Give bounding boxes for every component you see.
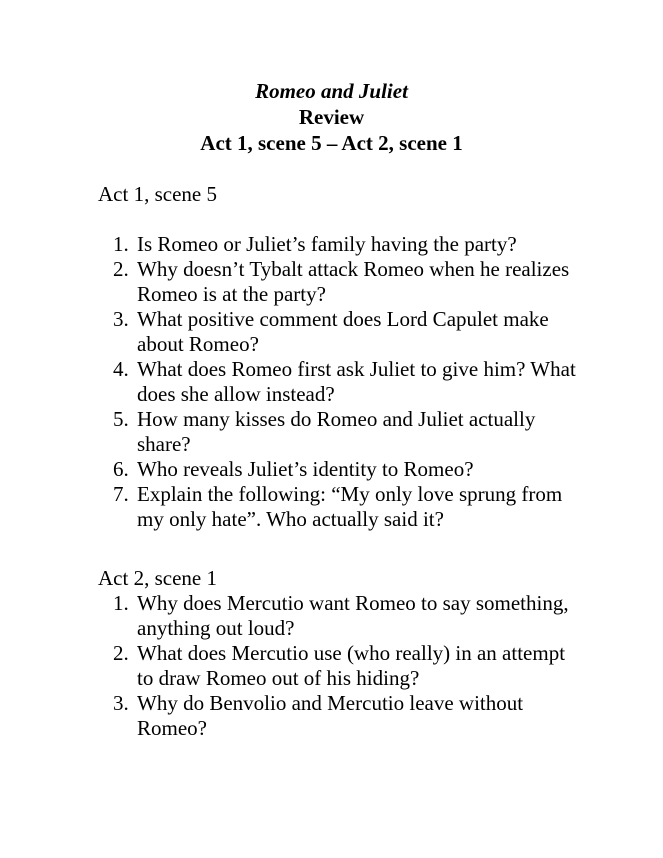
question-list-act1-scene5 <box>98 232 578 532</box>
question-item <box>98 307 578 357</box>
document-header <box>0 78 663 156</box>
question-number: 1. <box>113 232 129 256</box>
question-item <box>98 591 578 641</box>
question-text: Explain the following: “My only love sprung from my only hate”. Who actually said it? <box>137 482 563 531</box>
question-number: 7. <box>113 482 129 506</box>
question-number: 2. <box>113 257 129 281</box>
question-text: Why doesn’t Tybalt attack Romeo when he realizes Romeo is at the party? <box>137 257 570 306</box>
question-text: What does Romeo first ask Juliet to give him? What does she allow instead? <box>137 357 576 406</box>
question-list-act2-scene1 <box>98 591 578 741</box>
question-number: 6. <box>113 457 129 481</box>
question-text: Why does Mercutio want Romeo to say something, anything out loud? <box>137 591 569 640</box>
document-range: Act 1, scene 5 – Act 2, scene 1 <box>200 131 463 155</box>
section-heading-act2-scene1: Act 2, scene 1 <box>98 566 217 590</box>
document-title: Romeo and Juliet <box>255 79 408 103</box>
question-text: Who reveals Juliet’s identity to Romeo? <box>137 457 474 481</box>
question-item <box>98 457 578 482</box>
question-text: How many kisses do Romeo and Juliet actually share? <box>137 407 536 456</box>
question-number: 3. <box>113 691 129 715</box>
document-subtitle: Review <box>298 105 365 129</box>
question-number: 2. <box>113 641 129 665</box>
question-text: Why do Benvolio and Mercutio leave without Romeo? <box>137 691 524 740</box>
question-item <box>98 691 578 741</box>
question-item <box>98 257 578 307</box>
question-number: 4. <box>113 357 129 381</box>
question-item <box>98 357 578 407</box>
question-number: 1. <box>113 591 129 615</box>
question-text: Is Romeo or Juliet’s family having the party? <box>137 232 517 256</box>
question-item <box>98 407 578 457</box>
question-text: What positive comment does Lord Capulet make about Romeo? <box>137 307 549 356</box>
question-text: What does Mercutio use (who really) in an attempt to draw Romeo out of his hiding? <box>137 641 566 690</box>
section-heading-act1-scene5: Act 1, scene 5 <box>98 182 217 206</box>
question-number: 5. <box>113 407 129 431</box>
question-item <box>98 641 578 691</box>
question-number: 3. <box>113 307 129 331</box>
question-item <box>98 232 578 257</box>
question-item <box>98 482 578 532</box>
